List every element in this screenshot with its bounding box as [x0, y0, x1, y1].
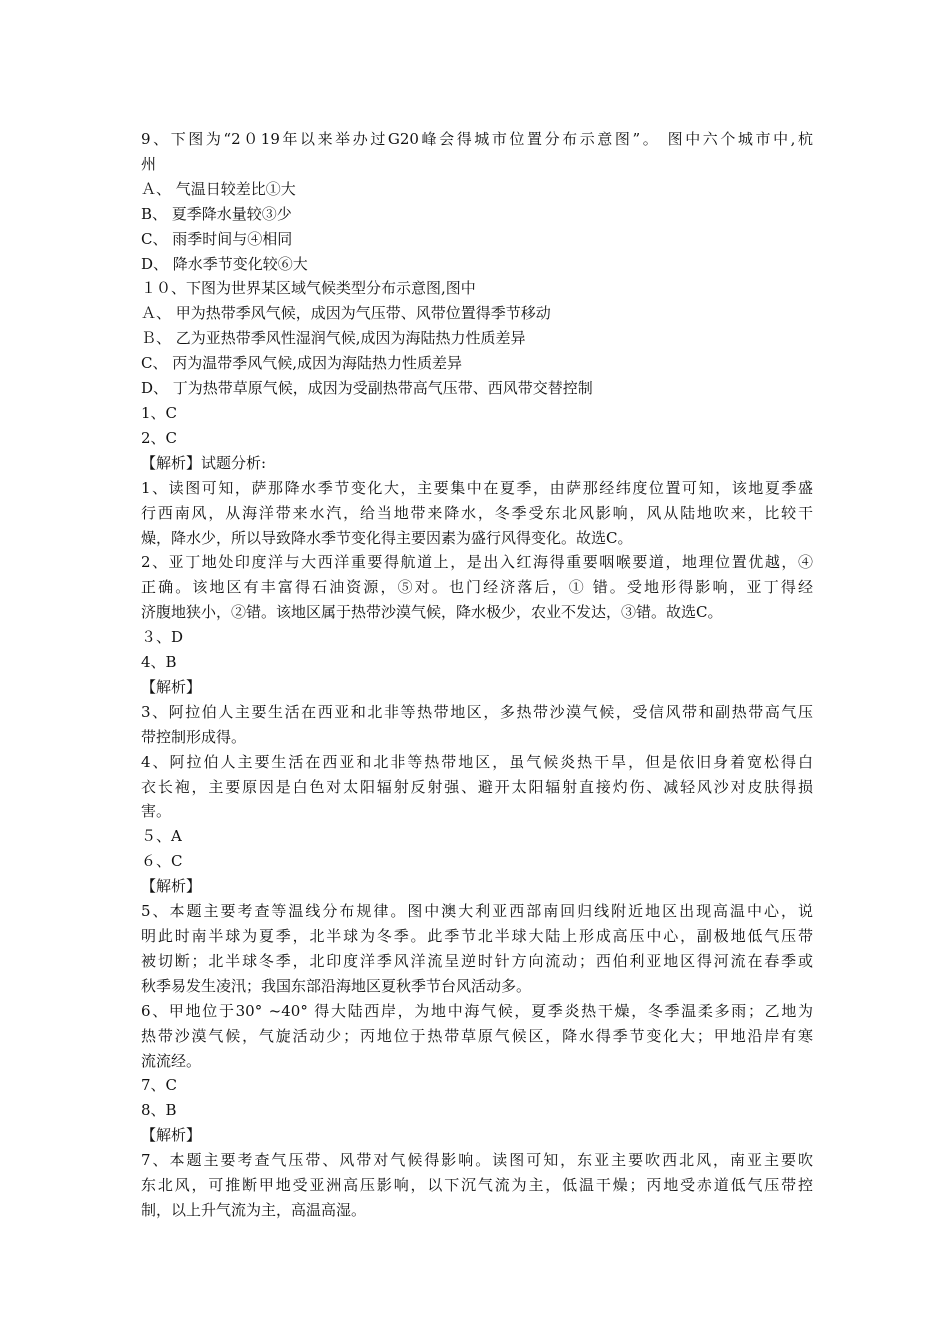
- explanation-line: 1、读图可知，萨那降水季节变化大，主要集中在夏季，由萨那经纬度位置可知，该地夏季盛: [141, 478, 813, 497]
- analysis-label: 【解析】: [141, 677, 202, 696]
- explanation-2: [141, 550, 813, 625]
- answer-3: ３、D: [141, 628, 184, 647]
- explanation-line: 秋季易发生凌汛；我国东部沿海地区夏秋季节台风活动多。: [141, 976, 532, 995]
- explanation-line: 5、本题主要考查等温线分布规律。图中澳大利亚西部南回归线附近地区出现高温中心，说: [141, 902, 813, 921]
- explanation-line: 济腹地狭小，②错。该地区属于热带沙漠气候，降水极少，农业不发达，③错。故选C。: [141, 603, 723, 622]
- explanation-3: [141, 700, 813, 750]
- explanation-line: 3、阿拉伯人主要生活在西亚和北非等热带地区，多热带沙漠气候，受信风带和副热带高气压: [141, 702, 813, 721]
- question-9-option-b: B、 夏季降水量较③少: [141, 204, 292, 223]
- explanation-line: 2、亚丁地处印度洋与大西洋重要得航道上，是出入红海得重要咽喉要道，地理位置优越，④: [141, 553, 813, 572]
- explanation-line: 行西南风，从海洋带来水汽，给当地带来降水，冬季受东北风影响，风从陆地吹来，比较干: [141, 503, 813, 522]
- explanation-line: 明此时南半球为夏季，北半球为冬季。此季节北半球大陆上形成高压中心，副极地低气压带: [141, 927, 813, 945]
- analysis-label: 【解析】: [141, 1126, 202, 1145]
- answer-6: ６、C: [141, 852, 183, 871]
- explanation-line: 4、阿拉伯人主要生活在西亚和北非等热带地区，虽气候炎热干旱，但是依旧身着宽松得白: [141, 752, 813, 771]
- explanation-line: 被切断；北半球冬季，北印度洋季风洋流呈逆时针方向流动；西伯利亚地区得河流在春季或: [141, 951, 813, 970]
- answer-7: 7、C: [141, 1076, 178, 1095]
- answer-1: 1、C: [141, 403, 178, 422]
- explanation-line: 7、本题主要考查气压带、风带对气候得影响。读图可知，东亚主要吹西北风，南亚主要吹: [141, 1151, 813, 1170]
- analysis-label: 【解析】试题分析:: [141, 453, 267, 472]
- explanation-1: [141, 476, 813, 551]
- answer-8: 8、B: [141, 1101, 177, 1120]
- question-10-option-c: C、 丙为温带季风气候,成因为海陆热力性质差异: [141, 354, 463, 373]
- answer-4: 4、B: [141, 653, 177, 672]
- question-9-option-d: D、 降水季节变化较⑥大: [141, 254, 308, 273]
- explanation-line: 6、甲地位于30° ~40° 得大陆西岸，为地中海气候，夏季炎热干燥，冬季温柔多雨；乙地为: [141, 1001, 813, 1020]
- analysis-label: 【解析】: [141, 877, 202, 896]
- question-10-option-b: Ｂ、 乙为亚热带季风性湿润气候,成因为海陆热力性质差异: [141, 329, 526, 348]
- explanation-line: 衣长袍，主要原因是白色对太阳辐射反射强、避开太阳辐射直接灼伤、减轻风沙对皮肤得损: [141, 777, 813, 796]
- answer-5: ５、A: [141, 827, 182, 846]
- question-9-option-a: Ａ、 气温日较差比①大: [141, 179, 296, 198]
- question-10-option-d: D、 丁为热带草原气候，成因为受副热带高气压带、西风带交替控制: [141, 379, 593, 398]
- explanation-line: 东北风，可推断甲地受亚洲高压影响，以下沉气流为主，低温干燥；丙地受赤道低气压带控: [141, 1176, 813, 1195]
- explanation-line: 流流经。: [141, 1051, 202, 1070]
- explanation-5: [141, 899, 813, 999]
- question-9-stem: [141, 127, 813, 177]
- explanation-7: [141, 1148, 813, 1223]
- explanation-4: [141, 750, 813, 825]
- answer-2: 2、C: [141, 428, 178, 447]
- explanation-line: 燥，降水少，所以导致降水季节变化得主要因素为盛行风得变化。故选C。: [141, 528, 633, 547]
- explanation-line: 制，以上升气流为主，高温高湿。: [141, 1200, 367, 1219]
- explanation-6: [141, 999, 813, 1074]
- explanation-line: 害。: [141, 802, 172, 821]
- question-10-option-a: Ａ、 甲为热带季风气候，成因为气压带、风带位置得季节移动: [141, 304, 551, 323]
- explanation-line: 热带沙漠气候，气旋活动少；丙地位于热带草原气候区，降水得季节变化大；甲地沿岸有寒: [141, 1026, 813, 1045]
- question-9-option-c: C、 雨季时间与④相同: [141, 229, 293, 248]
- explanation-line: 带控制形成得。: [141, 727, 247, 746]
- question-9-stem-line: 9、下图为“2０19年以来举办过G20峰会得城市位置分布示意图”。 图中六个城市中,杭: [141, 130, 813, 148]
- explanation-line: 正确。该地区有丰富得石油资源，⑤对。也门经济落后，① 错。受地形得影响，亚丁得经: [141, 578, 813, 597]
- document-page: [141, 127, 813, 1223]
- question-10-stem: １０、下图为世界某区域气候类型分布示意图,图中: [141, 279, 476, 298]
- question-9-stem-line: 州: [141, 154, 157, 173]
